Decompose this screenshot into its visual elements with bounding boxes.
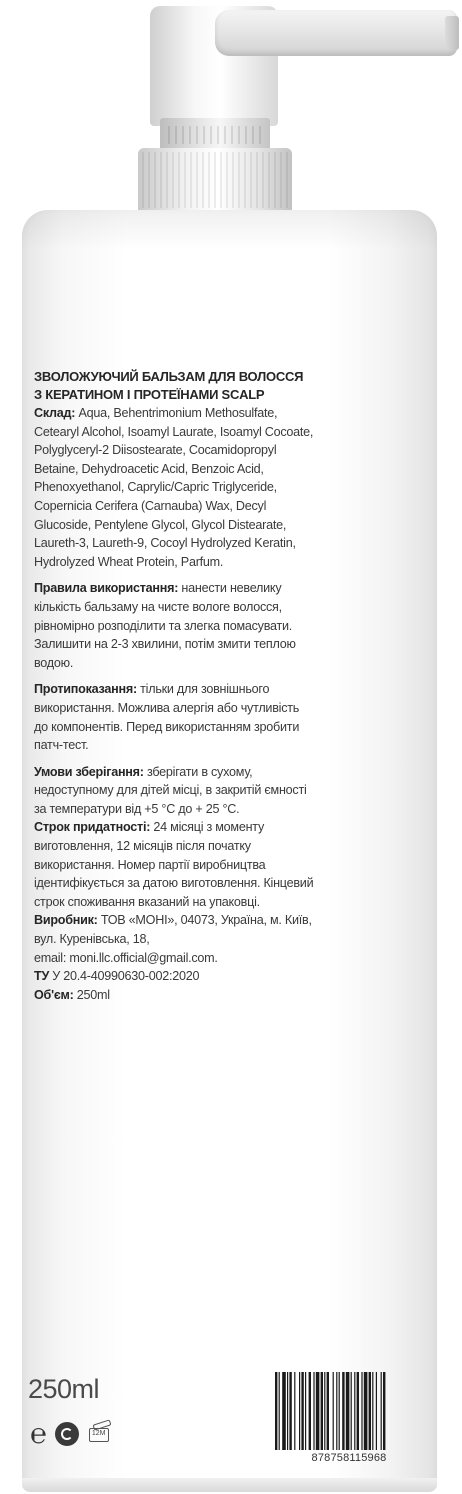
manufacturer-email: email: moni.llc.official@gmail.com. xyxy=(34,950,218,965)
barcode-bar xyxy=(316,1372,320,1450)
barcode-bar xyxy=(372,1372,373,1450)
barcode-bar xyxy=(305,1372,306,1450)
barcode-bar xyxy=(339,1372,340,1450)
ingredients-line: Copernicia Cerifera (Carnauba) Wax, Decyl xyxy=(34,498,267,513)
barcode-bar xyxy=(313,1372,314,1450)
storage-section xyxy=(34,763,432,819)
ingredients-line: Glucoside, Pentylene Glycol, Glycol Distearate, xyxy=(34,517,287,532)
barcode-bar xyxy=(361,1372,362,1450)
contraindications-line: Протипоказання: тільки для зовнішнього xyxy=(34,682,270,697)
ingredients-line: Phenoxyethanol, Caprylic/Capric Triglyceride, xyxy=(34,480,277,495)
barcode xyxy=(273,1372,425,1450)
shelf-life-line: використання. Номер партії виробництва xyxy=(34,857,266,872)
pump-spout xyxy=(215,10,457,56)
usage-line: рівномірно розподілити та злегка помасувати. xyxy=(34,618,293,633)
barcode-bar xyxy=(299,1372,300,1450)
usage-heading: Правила використання: xyxy=(34,581,179,596)
contraindications-line: патч-тест. xyxy=(34,738,89,753)
barcode-bar xyxy=(275,1372,277,1450)
barcode-bar xyxy=(336,1372,337,1450)
barcode-bar xyxy=(369,1372,371,1450)
volume-line xyxy=(34,986,432,1005)
ingredients-line: Hydrolyzed Wheat Protein, Parfum. xyxy=(34,554,224,569)
storage-heading: Умови зберігання: xyxy=(34,764,144,779)
shelf-life-section xyxy=(34,818,432,911)
contraindications-section xyxy=(34,680,432,754)
usage-line: водою. xyxy=(34,655,74,670)
barcode-bar xyxy=(321,1372,323,1450)
barcode-bar xyxy=(351,1372,352,1450)
green-dot-recycle-icon xyxy=(55,1422,79,1446)
product-title xyxy=(34,368,432,404)
barcode-bar xyxy=(301,1372,303,1450)
barcode-bar xyxy=(383,1372,385,1450)
product-label xyxy=(34,368,432,1004)
manufacturer-section xyxy=(34,911,432,967)
barcode-bar xyxy=(279,1372,280,1450)
period-after-opening-icon xyxy=(87,1422,113,1446)
manufacturer-line: вул. Куренівська, 18, xyxy=(34,932,150,947)
ingredients-section xyxy=(34,404,432,571)
barcode-bar xyxy=(381,1372,382,1450)
bottle-base xyxy=(22,1478,437,1492)
barcode-bar xyxy=(327,1372,329,1450)
tu-line xyxy=(34,967,432,986)
barcode-bar xyxy=(364,1372,368,1450)
barcode-bar xyxy=(287,1372,288,1450)
barcode-bar xyxy=(294,1372,295,1450)
manufacturer-line: Виробник: ТОВ «МОНІ», 04073, Україна, м. Київ, xyxy=(34,913,312,928)
ingredients-heading: Склад: xyxy=(34,406,76,420)
usage-line: Правила використання: нанести невелику xyxy=(34,581,282,596)
bottle-cap-ribs xyxy=(142,152,288,208)
tu-heading: ТУ xyxy=(34,969,50,984)
tu-value: У 20.4-40990630-002:2020 xyxy=(52,969,200,984)
tu-section xyxy=(34,967,432,1004)
shelf-life-line: Строк придатності: 24 місяці з моменту xyxy=(34,820,265,835)
volume-mark: 250ml xyxy=(28,1374,100,1404)
barcode-bar xyxy=(376,1372,377,1450)
ingredients-line: Laureth-3, Laureth-9, Cocoyl Hydrolyzed Keratin, xyxy=(34,536,296,551)
barcode-bar xyxy=(333,1372,334,1450)
usage-line: Залишити на 2-3 хвилини, потім змити теплою xyxy=(34,637,296,652)
ingredients-line: Polyglyceryl-2 Diisostearate, Cocamidopropyl xyxy=(34,443,277,458)
shelf-life-heading: Строк придатності: xyxy=(34,820,151,835)
barcode-bar xyxy=(324,1372,325,1450)
barcode-bar xyxy=(346,1372,350,1450)
contraindications-line: до компонентів. Перед використанням зробити xyxy=(34,719,300,734)
pao-label: 12M xyxy=(91,1430,106,1437)
ingredients-line: Cetearyl Alcohol, Isoamyl Laurate, Isoamyl Cocoate, xyxy=(34,424,314,439)
ingredients-line: Betaine, Dehydroacetic Acid, Benzoic Acid, xyxy=(34,461,264,476)
storage-line: за температури від +5 °С до + 25 °С. xyxy=(34,801,240,816)
storage-line: Умови зберігання: зберігати в сухому, xyxy=(34,764,253,779)
ingredients-line: Склад: Aqua, Behentrimonium Methosulfate, xyxy=(34,406,278,420)
barcode-bar xyxy=(357,1372,359,1450)
barcode-digits: 8787581159​68 xyxy=(311,1452,387,1464)
shelf-life-line: ідентифікується за датою виготовлення. Кінцевий xyxy=(34,876,314,891)
shelf-life-line: виготовлення, 12 місяців після початку xyxy=(34,839,251,854)
volume-heading: Об'єм: xyxy=(34,987,74,1002)
bottle-shoulder xyxy=(22,210,437,250)
product-title-line: ЗВОЛОЖУЮЧИЙ БАЛЬЗАМ ДЛЯ ВОЛОССЯ xyxy=(34,369,304,384)
product-title-line: З КЕРАТИНОМ І ПРОТЕЇНАМИ SCALP xyxy=(34,387,265,402)
estimated-sign-icon: ℮ xyxy=(30,1418,47,1449)
usage-section xyxy=(34,579,432,672)
barcode-bar xyxy=(282,1372,286,1450)
barcode-bar xyxy=(289,1372,291,1450)
contraindications-line: використання. Можлива алергія або чутливість xyxy=(34,700,300,715)
volume-value: 250ml xyxy=(76,987,110,1002)
manufacturer-heading: Виробник: xyxy=(34,913,98,928)
contraindications-heading: Протипоказання: xyxy=(34,682,137,697)
pump-nozzle xyxy=(445,16,459,50)
packaging-symbols xyxy=(30,1420,113,1448)
shelf-life-line: строк споживання вказаний на упаковці. xyxy=(34,894,260,909)
usage-line: кількість бальзаму на чисте вологе волосся, xyxy=(34,599,282,614)
barcode-bar xyxy=(309,1372,311,1450)
barcode-bar xyxy=(342,1372,344,1450)
storage-line: недоступному для дітей місці, в закритій ємності xyxy=(34,783,307,798)
pump-neck-ribs xyxy=(168,126,262,144)
barcode-bar xyxy=(354,1372,355,1450)
